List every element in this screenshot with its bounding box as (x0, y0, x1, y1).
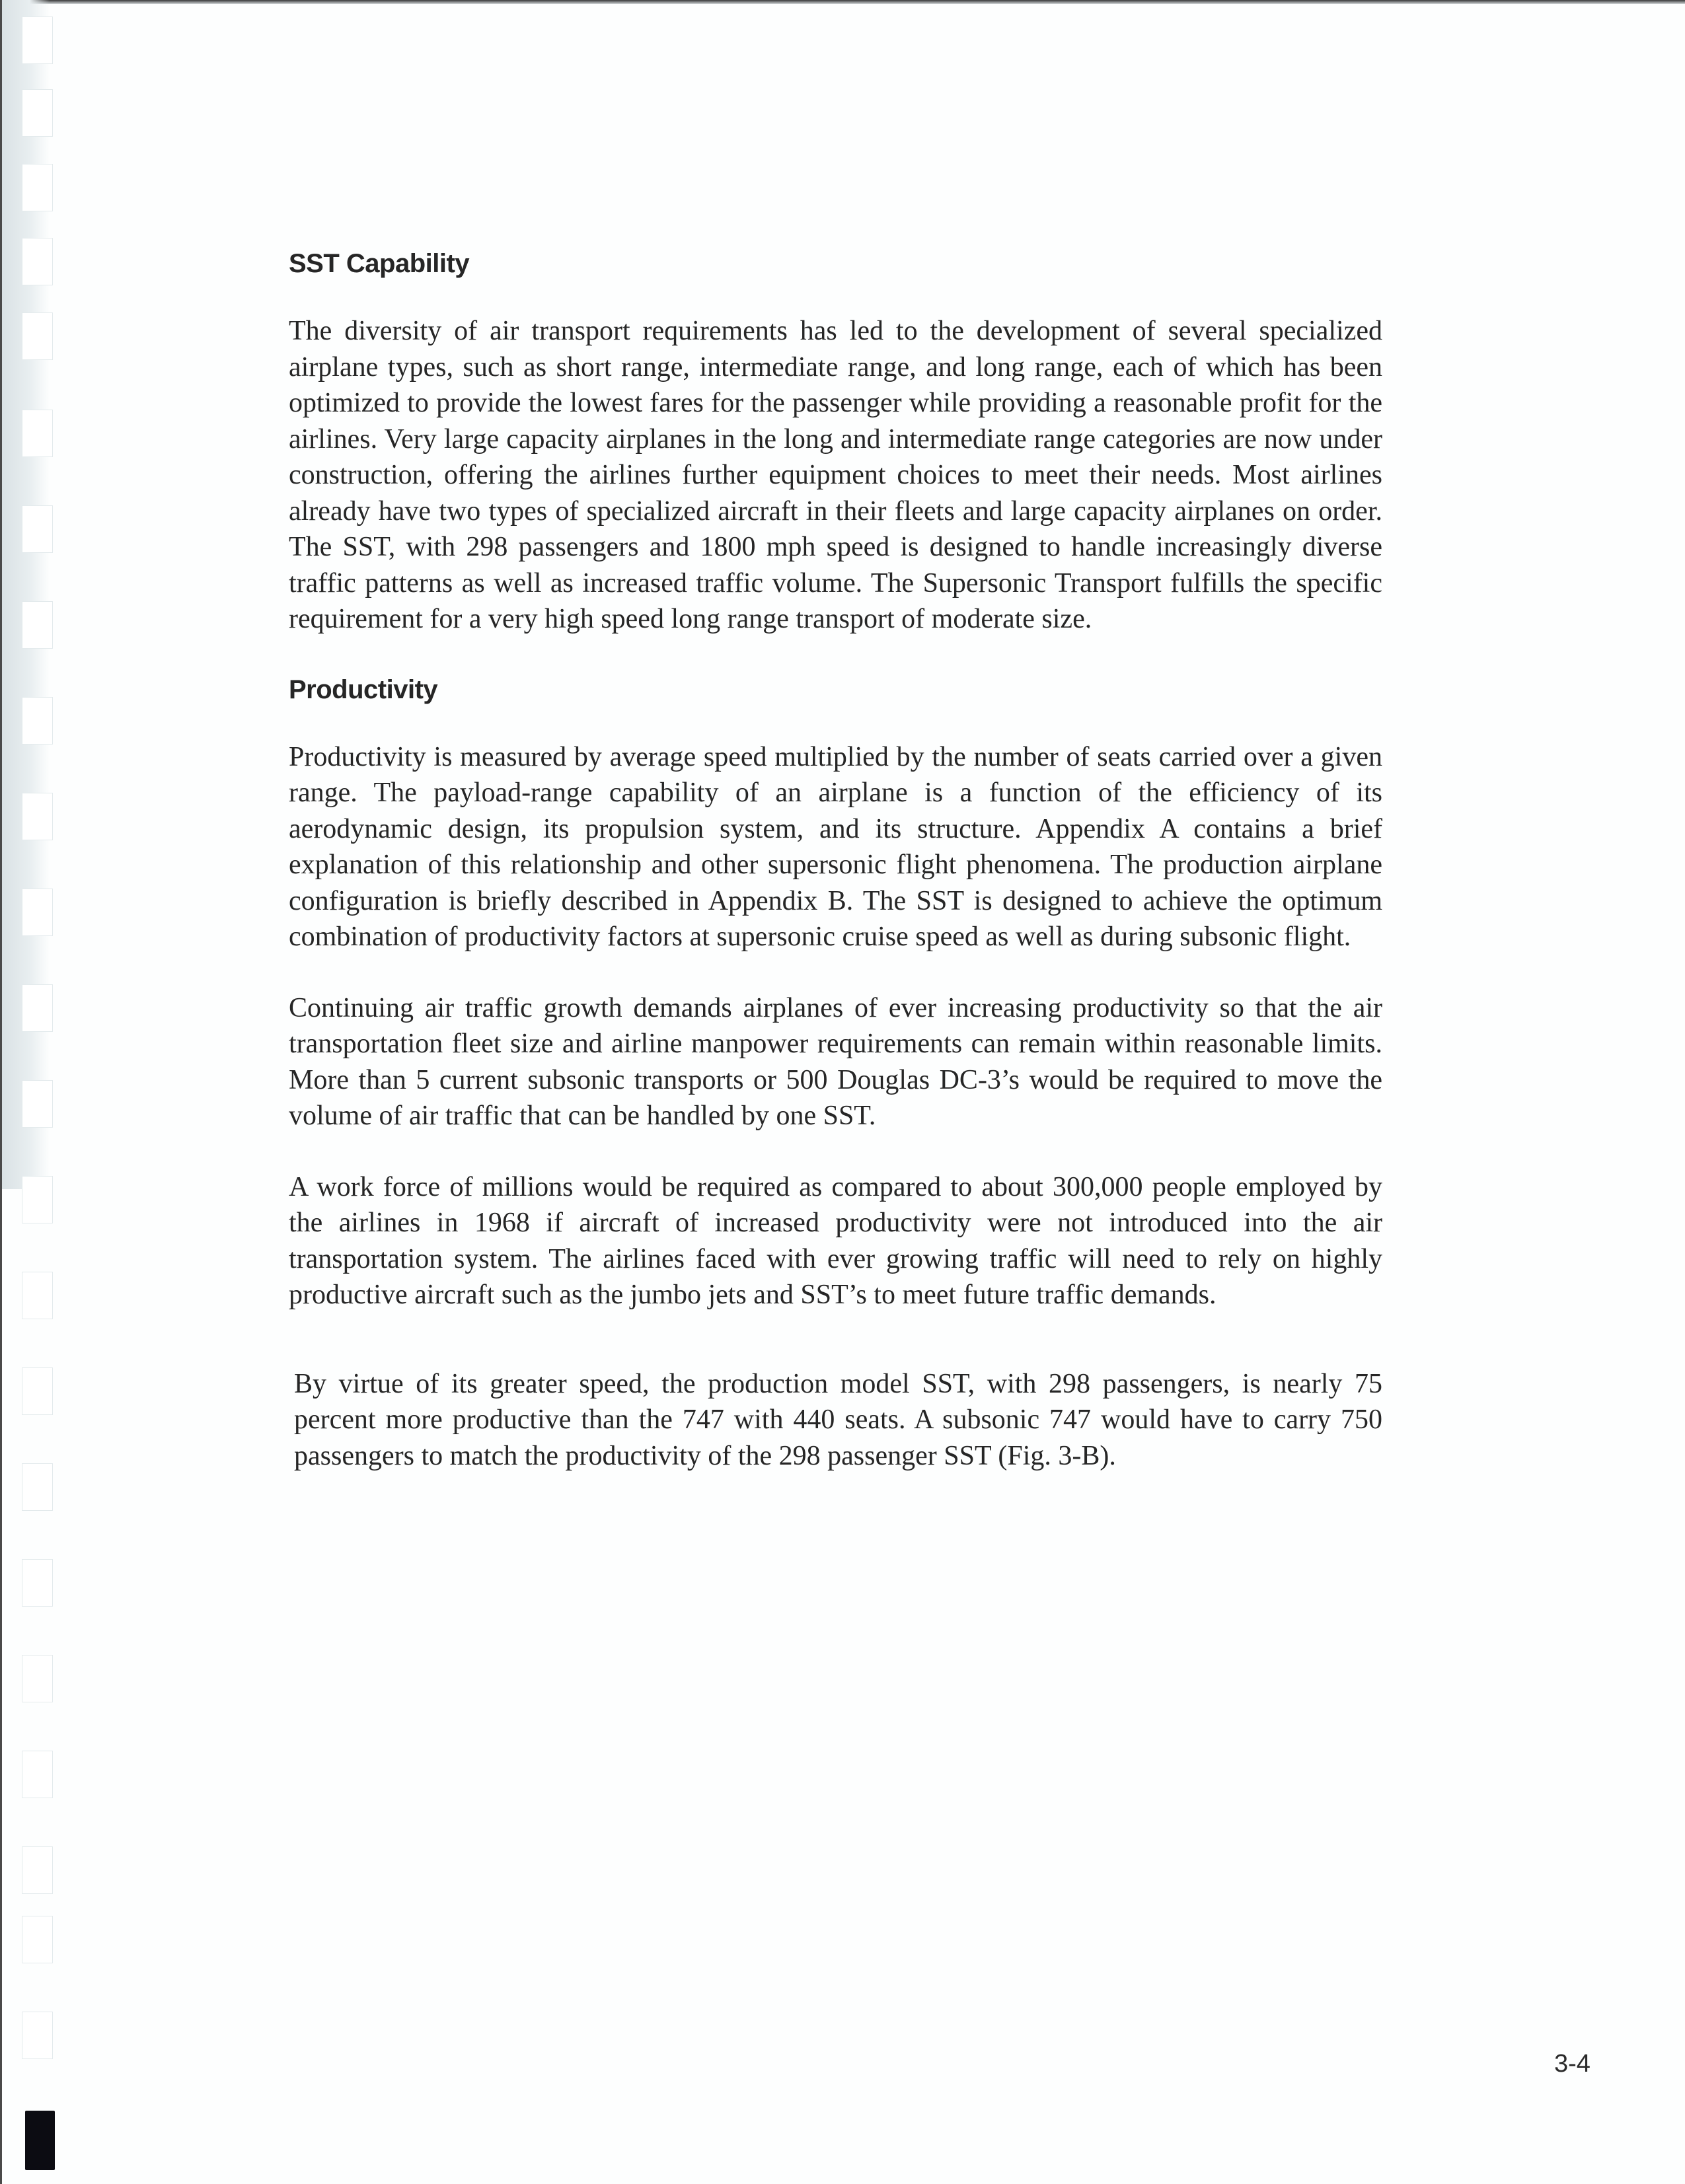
paragraph-productivity-definition: Productivity is measured by average speed multiplied by the number of seats carried over a given range. The payload-range capability of an airplane is a function of the efficiency of its aerodynamic design, its propulsion system, and its structure. Appendix A contains a brief explanation of this relationship and other supersonic flight phenomena. The production airplane configuration is briefly described in Appendix B. The SST is designed to achieve the optimum combination of productivity factors at supersonic cruise speed as well as during subsonic flight. (289, 741, 1382, 952)
binding-hole-icon (22, 984, 53, 1032)
binding-hole-icon (22, 1559, 53, 1607)
binding-hole-icon (22, 238, 53, 285)
scan-registration-mark (25, 2111, 55, 2170)
binding-hole-icon (22, 89, 53, 137)
binding-hole-icon (22, 2012, 53, 2059)
binding-hole-icon (22, 410, 53, 457)
binding-hole-icon (22, 697, 53, 745)
binding-hole-icon (22, 1655, 53, 1702)
binding-hole-icon (22, 1272, 53, 1319)
paragraph-sst-capability: The diversity of air transport requirements has led to the development of several specialized airplane types, such as short range, intermediate range, and long range, each of which has been optimized to provide the lowest fares for the passenger while providing a reasonable profit for the airlines. Very large capacity airplanes in the long and intermediate range categories are now under construction, offering the airlines further equipment choices to meet their needs. Most airlines already have two types of specialized aircraft in their fleets and large capacity airplanes on order. The SST, with 298 passengers and 1800 mph speed is designed to handle increasingly diverse traffic patterns as well as increased traffic volume. The Supersonic Transport fulfills the specific requirement for a very high speed long range transport of moderate size. (289, 316, 1382, 634)
binding-hole-icon (22, 17, 53, 64)
page-number: 3-4 (1554, 2050, 1591, 2078)
section-heading-productivity: Productivity (289, 674, 438, 704)
paragraph-work-force: A work force of millions would be required as compared to about 300,000 people employed by the airlines in 1968 if aircraft of increased productivity were not introduced into the air transportation system. The airlines faced with ever growing traffic will need to rely on highly productive aircraft such as the jumbo jets and SST’s to meet future traffic demands. (289, 1171, 1382, 1310)
binding-hole-icon (22, 1916, 53, 1963)
page-left-edge (0, 0, 2, 2184)
binding-hole-icon (22, 1751, 53, 1798)
paragraph-traffic-growth: Continuing air traffic growth demands airplanes of ever increasing productivity so that the air transportation fleet size and airline manpower requirements can remain within reasonable limits. More than 5 current subsonic transports or 500 Douglas DC-3’s would be required to move the volume of air traffic that can be handled by one SST. (289, 992, 1382, 1131)
section-heading-sst-capability: SST Capability (289, 249, 470, 278)
binding-hole-icon (22, 601, 53, 649)
binding-hole-icon (22, 1176, 53, 1223)
binding-hole-icon (22, 793, 53, 840)
paragraph-sst-vs-747: By virtue of its greater speed, the production model SST, with 298 passengers, is nearly 75 percent more productive than the 747 with 440 seats. A subsonic 747 would have to carry 750 passengers to match the productivity of the 298 passenger SST (Fig. 3-B). (294, 1368, 1382, 1471)
binding-hole-icon (22, 312, 53, 360)
page-top-edge (0, 0, 1685, 4)
binding-hole-icon (22, 1080, 53, 1128)
binding-hole-icon (22, 164, 53, 211)
binding-hole-icon (22, 1367, 53, 1415)
binding-hole-icon (22, 1463, 53, 1511)
binding-hole-icon (22, 889, 53, 936)
binding-hole-icon (22, 505, 53, 553)
document-body (289, 246, 1382, 1474)
binding-hole-icon (22, 1846, 53, 1894)
